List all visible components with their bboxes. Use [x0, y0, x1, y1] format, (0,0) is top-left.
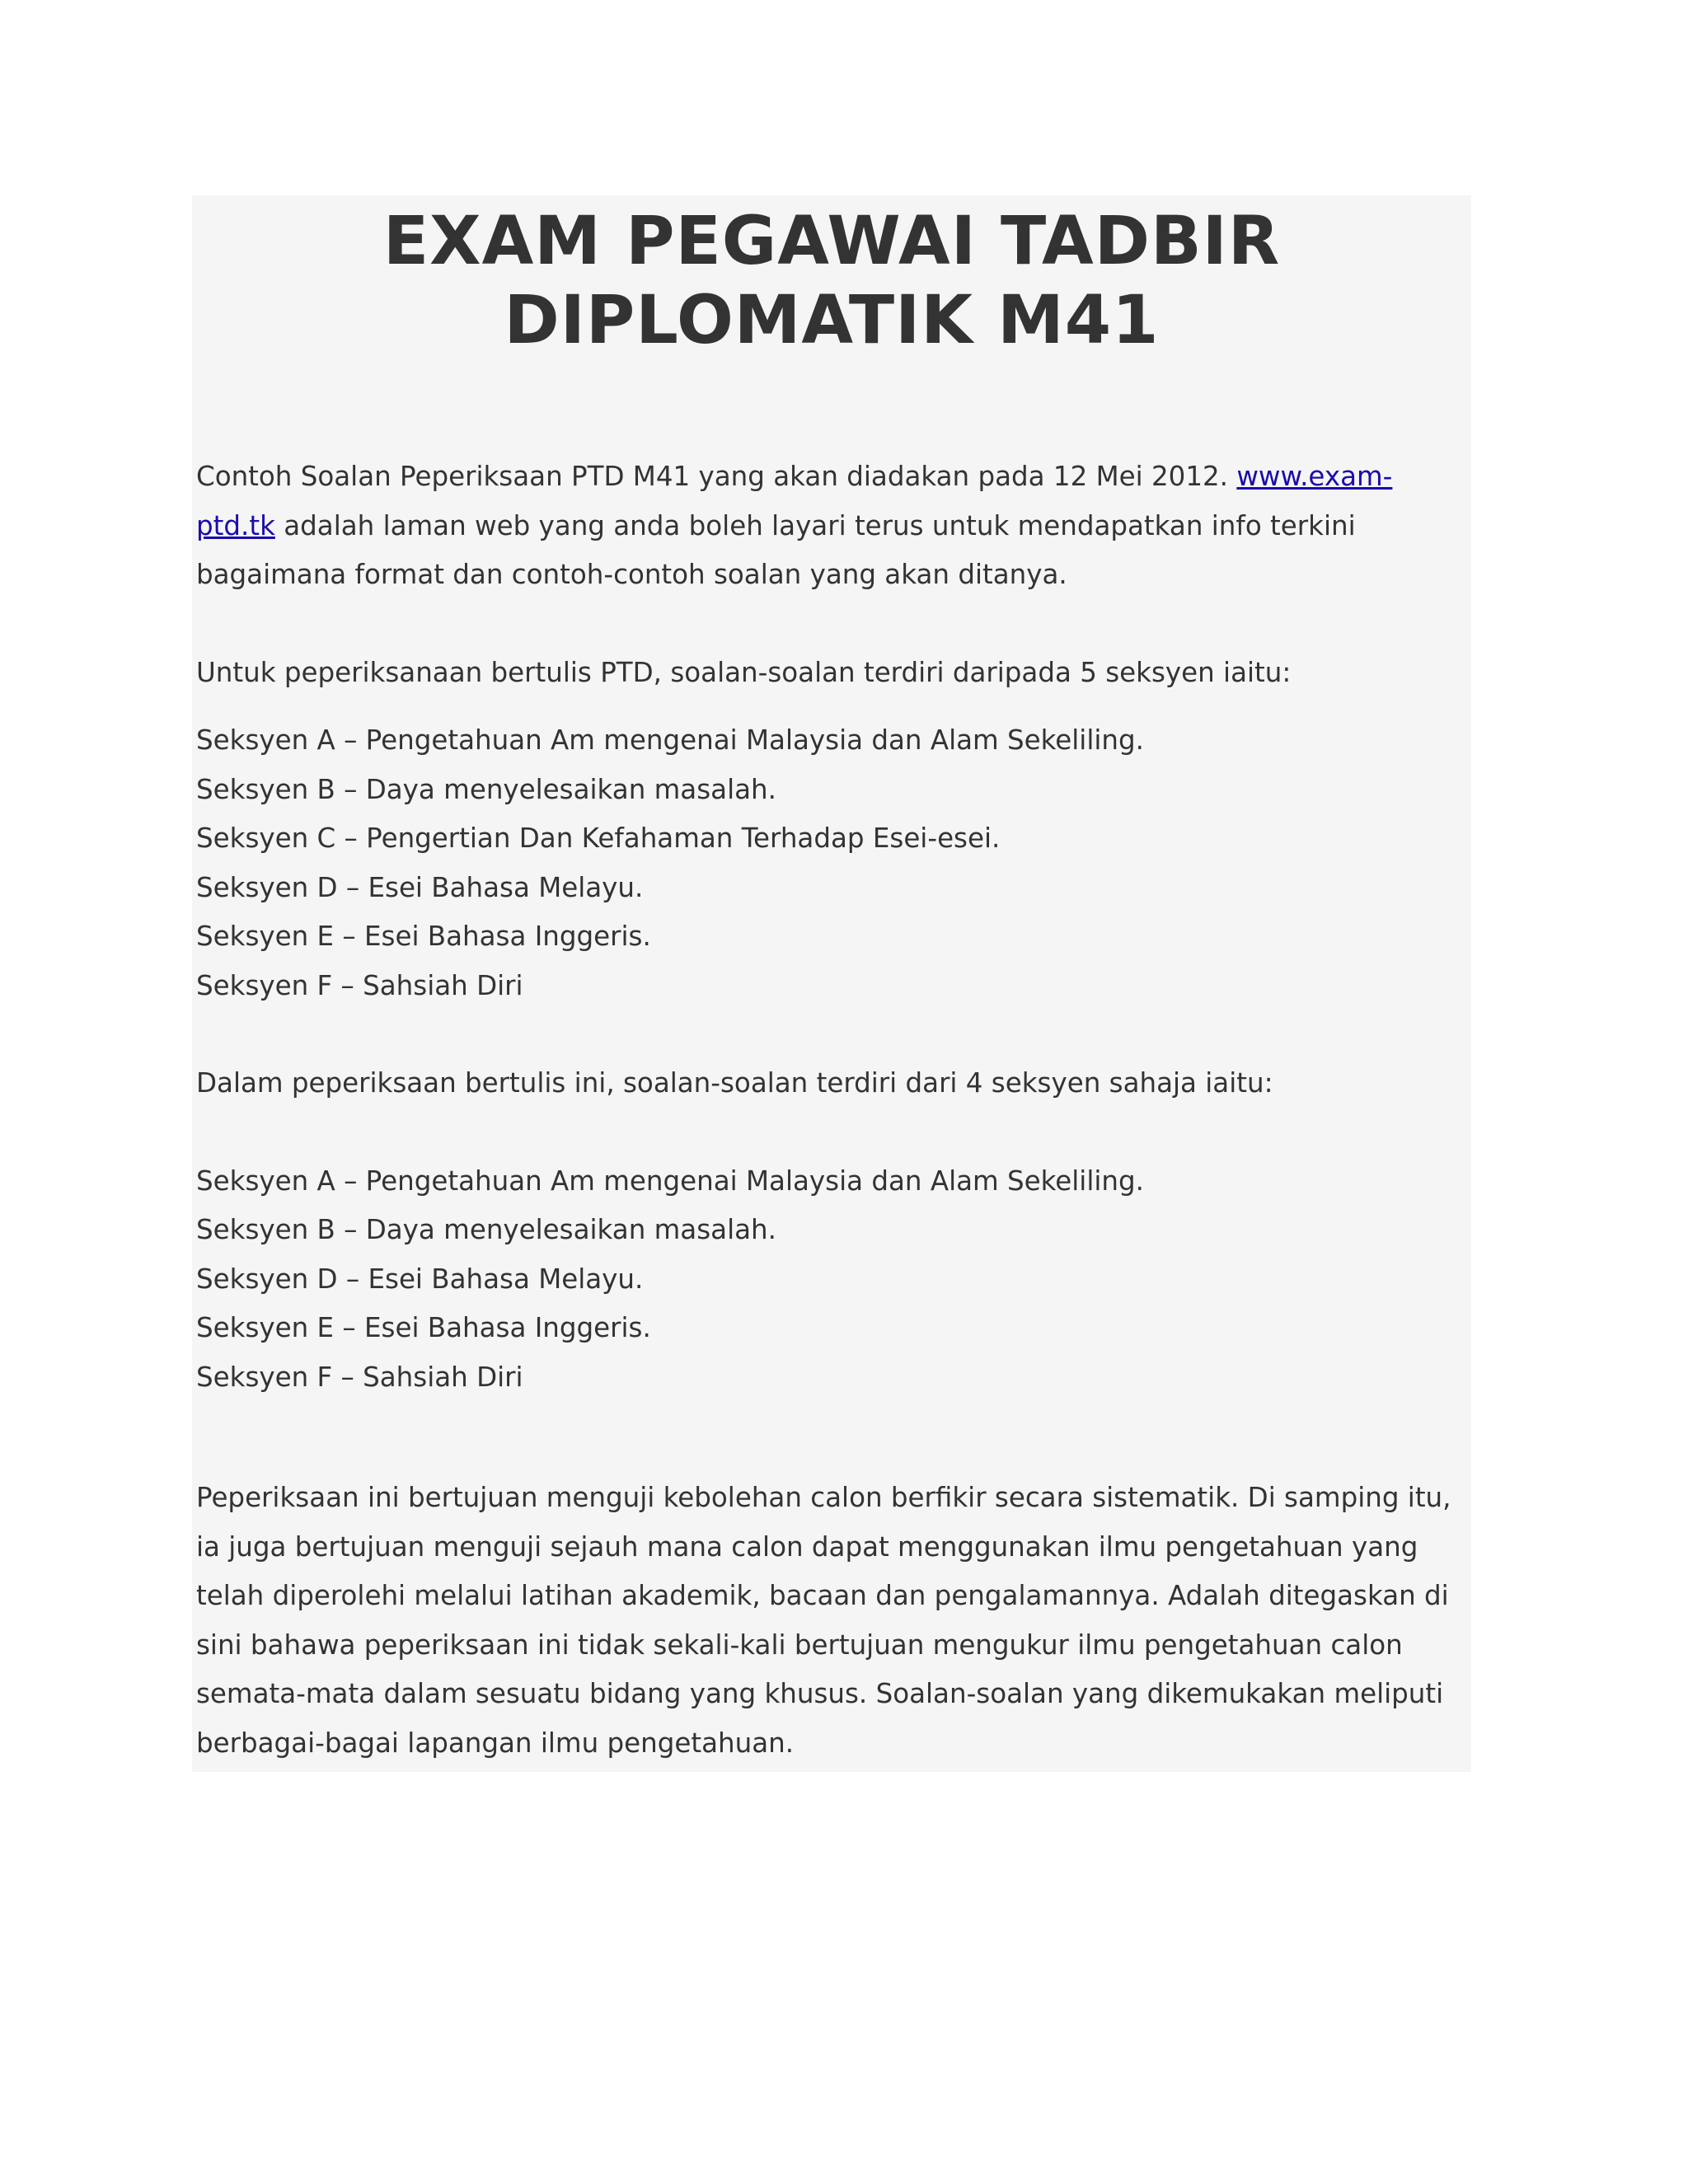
- exam-ptd-link[interactable]: www.exam-ptd.tk: [196, 461, 1393, 541]
- intro-paragraph: [196, 452, 1470, 600]
- title-line-2: DIPLOMATIK M41: [504, 282, 1160, 359]
- written-exam-5-sections-paragraph: Untuk peperiksanaan bertulis PTD, soalan-soalan terdiri daripada 5 seksyen iaitu:: [196, 656, 1292, 688]
- exam-purpose-paragraph: Peperiksaan ini bertujuan menguji kebolehan calon berfikir secara sistematik. Di samping itu, ia juga bertujuan menguji sejauh mana calon dapat menggunakan ilmu pengetahuan yang telah diperolehi melalui latihan akademik, bacaan dan pengalamannya. Adalah ditegaskan di sini bahawa peperiksaan ini tidak sekali-kali bertujuan mengukur ilmu pengetahuan calon semata-mata dalam sesuatu bidang yang khusus. Soalan-soalan yang dikemukakan meliputi berbagai-bagai lapangan ilmu pengetahuan.: [196, 1482, 1451, 1759]
- spacer: [196, 1402, 1470, 1474]
- list-item: Seksyen D – Esei Bahasa Melayu.: [196, 871, 644, 903]
- title-line-1: EXAM PEGAWAI TADBIR: [382, 203, 1281, 280]
- list-item: Seksyen D – Esei Bahasa Melayu.: [196, 1263, 644, 1295]
- list-item: Seksyen A – Pengetahuan Am mengenai Malaysia dan Alam Sekeliling.: [196, 1165, 1144, 1197]
- spacer: [196, 1108, 1470, 1157]
- list-item: Seksyen E – Esei Bahasa Inggeris.: [196, 1312, 651, 1343]
- list-item: Seksyen C – Pengertian Dan Kefahaman Terhadap Esei-esei.: [196, 823, 1001, 854]
- document-body: [196, 452, 1470, 1768]
- list-item: Seksyen F – Sahsiah Diri: [196, 969, 523, 1001]
- list-item: Seksyen B – Daya menyelesaikan masalah.: [196, 773, 776, 805]
- list-item: Seksyen B – Daya menyelesaikan masalah.: [196, 1214, 776, 1245]
- list-item: Seksyen E – Esei Bahasa Inggeris.: [196, 921, 651, 952]
- intro-text-after-link: adalah laman web yang anda boleh layari terus untuk mendapatkan info terkini bagaimana format dan contoh-contoh soalan yang akan ditanya.: [196, 509, 1356, 590]
- sections-list-4: [196, 1157, 1470, 1403]
- list-item: Seksyen A – Pengetahuan Am mengenai Malaysia dan Alam Sekeliling.: [196, 724, 1144, 756]
- spacer: [196, 600, 1470, 649]
- list-item: Seksyen F – Sahsiah Diri: [196, 1361, 523, 1393]
- written-exam-4-sections-paragraph: Dalam peperiksaan bertulis ini, soalan-soalan terdiri dari 4 seksyen sahaja iaitu:: [196, 1067, 1273, 1099]
- spacer: [196, 697, 1470, 716]
- page-title: [192, 202, 1471, 360]
- sections-list-5: [196, 716, 1470, 1010]
- document-panel: [192, 195, 1471, 1772]
- intro-text-before-link: Contoh Soalan Peperiksaan PTD M41 yang akan diadakan pada 12 Mei 2012.: [196, 461, 1237, 492]
- spacer: [196, 1010, 1470, 1059]
